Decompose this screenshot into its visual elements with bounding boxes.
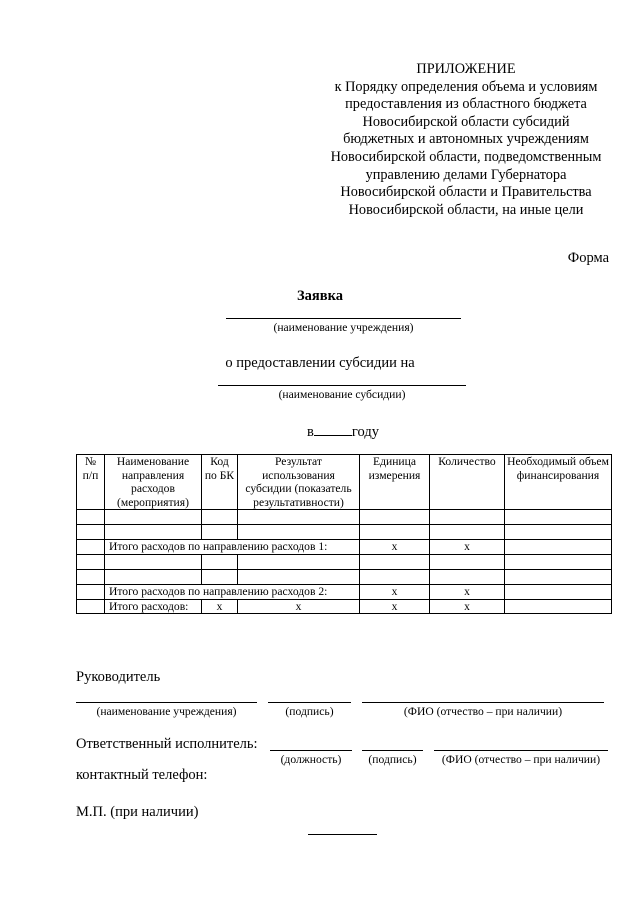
appendix-line: управлению делами Губернатора [365,166,567,183]
total-row-2 [77,584,612,599]
table-cell[interactable] [105,510,202,525]
table-row [77,510,612,525]
table-cell[interactable] [505,599,612,614]
total-row-1 [77,540,612,555]
appendix-block [310,61,622,219]
table-cell[interactable] [202,554,238,569]
table-cell[interactable] [77,569,105,584]
header-direction: Наименование направления расходов (мероприятия) [105,455,202,510]
appendix-line: ПРИЛОЖЕНИЕ [416,61,516,77]
year-line [0,423,640,441]
table-cell[interactable] [238,510,360,525]
subsidy-name-line[interactable] [218,385,466,386]
table-cell[interactable] [202,510,238,525]
table-cell[interactable] [430,510,505,525]
form-label: Форма [567,250,609,266]
table-cell[interactable] [360,525,430,540]
executor-position-caption: (должность) [280,753,342,766]
stamp-label: М.П. (при наличии) [76,804,199,820]
grand-total-label: Итого расходов: [105,599,202,614]
table-cell[interactable] [505,540,612,555]
head-fio-line[interactable] [362,702,604,703]
x-mark: x [430,540,505,555]
year-suffix: году [351,424,379,440]
table-cell[interactable] [77,525,105,540]
table-cell[interactable] [105,554,202,569]
header-unit: Единица измерения [360,455,430,510]
x-mark: x [360,540,430,555]
table-header-row [77,455,612,510]
table-cell[interactable] [505,569,612,584]
executor-signature-line[interactable] [362,750,423,751]
head-institution-caption: (наименование учреждения) [96,705,237,718]
table-row [77,569,612,584]
table-row [77,554,612,569]
x-mark: x [430,584,505,599]
table-cell[interactable] [430,525,505,540]
year-prefix: в [307,424,314,440]
executor-signature-caption: (подпись) [368,753,417,766]
table-cell[interactable] [505,554,612,569]
institution-name-line[interactable] [226,318,461,319]
table-cell[interactable] [77,599,105,614]
institution-caption: (наименование учреждения) [273,321,414,334]
appendix-line: к Порядку определения объема и условиям [334,78,598,95]
appendix-line: Новосибирской области, на иные цели [348,201,584,218]
appendix-line: бюджетных и автономных учреждениям [343,131,589,148]
executor-position-line[interactable] [270,750,352,751]
table-cell[interactable] [105,525,202,540]
table-cell[interactable] [505,510,612,525]
head-label: Руководитель [76,669,161,685]
table-row [77,525,612,540]
header-number: № п/п [77,455,105,510]
table-cell[interactable] [238,554,360,569]
table-cell[interactable] [77,510,105,525]
x-mark: x [430,599,505,614]
table-cell[interactable] [360,510,430,525]
expenses-table [76,454,612,614]
appendix-line: предоставления из областного бюджета [345,96,587,113]
grand-total-row [77,599,612,614]
head-institution-line[interactable] [76,702,257,703]
header-bk-code: Код по БК [202,455,238,510]
header-quantity: Количество [430,455,505,510]
table-cell[interactable] [202,569,238,584]
table-cell[interactable] [360,569,430,584]
table-cell[interactable] [238,525,360,540]
appendix-line: Новосибирской области и Правительства [340,184,592,201]
executor-fio-caption: (ФИО (отчество – при наличии) [441,753,601,766]
x-mark: x [238,599,360,614]
table-cell[interactable] [77,584,105,599]
header-result: Результат использования субсидии (показатель результативности) [238,455,360,510]
total-1-label: Итого расходов по направлению расходов 1: [105,540,360,555]
table-cell[interactable] [430,569,505,584]
x-mark: x [202,599,238,614]
table-cell[interactable] [202,525,238,540]
table-cell[interactable] [238,569,360,584]
subsidy-line-text: о предоставлении субсидии на [225,355,415,371]
header-funding: Необходимый объем финансирования [505,455,612,510]
table-cell[interactable] [77,540,105,555]
table-cell[interactable] [505,584,612,599]
table-cell[interactable] [105,569,202,584]
table-cell[interactable] [505,525,612,540]
bottom-divider [308,834,377,835]
appendix-line: Новосибирской области, подведомственным [330,148,602,165]
x-mark: x [360,599,430,614]
head-signature-caption: (подпись) [285,705,334,718]
subsidy-caption: (наименование субсидии) [278,388,406,401]
total-2-label: Итого расходов по направлению расходов 2: [105,584,360,599]
x-mark: x [360,584,430,599]
table-cell[interactable] [360,554,430,569]
document-title: Заявка [297,288,343,304]
executor-label: Ответственный исполнитель: [76,736,258,752]
phone-label: контактный телефон: [76,767,208,783]
executor-fio-line[interactable] [434,750,608,751]
appendix-line: Новосибирской области субсидий [362,113,570,130]
table-cell[interactable] [77,554,105,569]
head-fio-caption: (ФИО (отчество – при наличии) [403,705,563,718]
table-cell[interactable] [430,554,505,569]
year-blank[interactable] [314,423,352,436]
head-signature-line[interactable] [268,702,351,703]
